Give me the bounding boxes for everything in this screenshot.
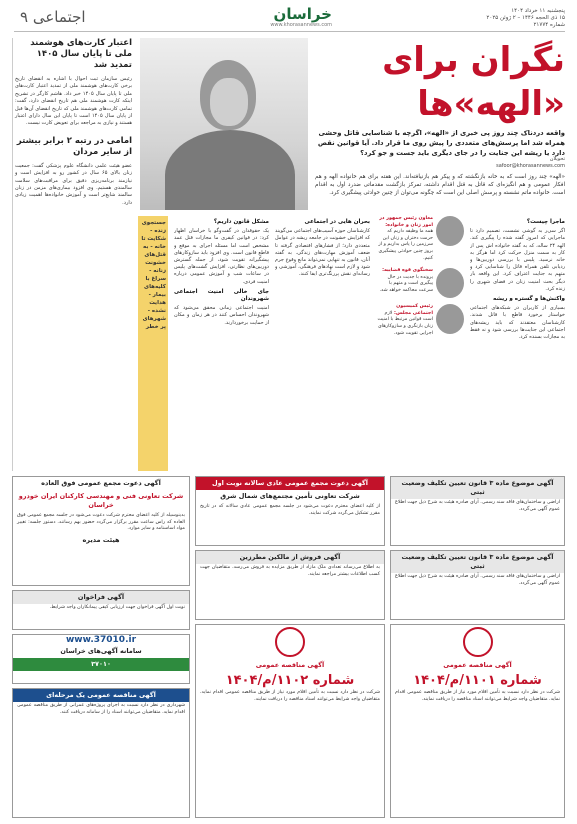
ad-general-assembly[interactable] bbox=[195, 476, 385, 546]
side-news-2 bbox=[15, 136, 132, 207]
ad-title: آگهی فراخوان bbox=[13, 591, 189, 604]
website-caption: سامانه آگهی‌های خراسان bbox=[60, 647, 142, 655]
website-url[interactable]: www.37010.ir bbox=[65, 635, 137, 645]
photo-figure-body bbox=[165, 130, 295, 210]
ad-body: اراضی و ساختمان‌های فاقد سند رسمی. آرای صادره هیئت به شرح ذیل جهت اطلاع عموم آگهی می‌گردد. bbox=[395, 500, 560, 512]
article-intro: «الهه» چند روز است که به خانه بازنگشته که و پیکر هم بازنیافته‌اند. این هفته برای هم خانواده الهه و هم افکار عمومی و هم انگیزه‌ای که قاتل به قتل اقدام داشته، تمرکز بازگشت مقدماتی ضدرد اول به اقدام است. خانواده ماتم نشسته و پرسش اصلی این است که چگونه می‌توان از چنین حوادثی پیشگیری کرد. bbox=[315, 174, 565, 196]
ad-one-stage-tender[interactable] bbox=[12, 688, 190, 818]
logo-url: www.khorasannews.com bbox=[270, 22, 332, 28]
ad-title: آگهی دعوت مجمع عمومی عادی سالانه نوبت اول bbox=[196, 477, 384, 490]
ad-title: آگهی موضوع ماده ۳ قانون تعیین تکلیف وضعیت ثبتی bbox=[391, 551, 564, 573]
quote-portrait bbox=[436, 304, 464, 334]
quote-speaker: سخنگوی قوه قضاییه: bbox=[382, 268, 433, 274]
main-article bbox=[138, 38, 565, 471]
quote-text-block bbox=[376, 216, 433, 262]
side-news-1-body: رئیس سازمان ثبت احوال با اشاره به انقضای تاریخ برخی کارت‌های هوشمند ملی از تمدید اعتبار کارت‌های ملی تا پایان سال ۱۴۰۵ خبر داد. هاشم کارگر در تشریح اینکه کارت هوشمند ملی هم تاریخ انقضای دارد، گفت: تمامی کارت‌های هوشمند ملی که تاریخ انقضای آن‌ها قبل از پایان سال ۱۴۰۵ است تا پایان این سال دارای اعتبار هستند و نیازی به مراجعه برای تعویض کارت نیست. bbox=[15, 76, 132, 127]
column-3-heading: مشکل قانون داریم؟ bbox=[213, 219, 269, 225]
ad-body: به اطلاع می‌رساند تعدادی ملک مازاد از طریق مزایده به فروش می‌رسد. متقاضیان جهت کسب اطلاعات بیشتر مراجعه نمایند. bbox=[200, 565, 380, 577]
quote-text: لازم است قوانین مرتبط با امنیت زنان بازنگری و سازوکارهای اجرایی تقویت شود. bbox=[377, 310, 433, 336]
quote-text-block bbox=[376, 268, 433, 298]
ad-body: اراضی و ساختمان‌های فاقد سند رسمی. آرای صادره هیئت به شرح ذیل جهت اطلاع عموم آگهی می‌گردد. bbox=[395, 574, 560, 586]
quotes-column bbox=[376, 216, 464, 471]
quote-item bbox=[376, 304, 464, 337]
page-number: ۹ bbox=[20, 8, 29, 26]
ad-body: از کلیه اعضای محترم دعوت می‌شود در جلسه مجمع عمومی عادی سالانه که در تاریخ مقرر تشکیل می‌گردد شرکت نمایند. bbox=[200, 504, 380, 516]
article-photo bbox=[140, 38, 308, 210]
issue-number: شماره ۲۱۷۷۴ bbox=[533, 22, 565, 28]
column-3-body-2: امنیت اجتماعی زمانی محقق می‌شود که شهروندان احساس کنند در هر زمان و مکان از حمایت برخوردارند. bbox=[174, 305, 269, 326]
ad-registration-1[interactable] bbox=[390, 476, 565, 546]
column-2-heading: بحران هایی در اجتماعی bbox=[304, 219, 370, 225]
column-1-body-2: بسیاری از کاربران در شبکه‌های اجتماعی خواستار برخورد قاطع با قاتل شدند. کارشناسان معتقدند که باید ریشه‌های اجتماعی این جنایت‌ها بررسی شود و نه فقط به مجازات بسنده کرد. bbox=[470, 305, 565, 341]
ad-title: آگهی مناقصه عمومی یک مرحله‌ای bbox=[13, 689, 189, 702]
ad-title: آگهی دعوت مجمع عمومی فوق العاده bbox=[41, 479, 161, 487]
column-1-heading-2: واکنش‌ها و گستره و ریشه bbox=[493, 296, 565, 303]
ad-body: شهرداری در نظر دارد نسبت به اجرای پروژه‌های عمرانی از طریق مناقصه عمومی اقدام نماید. متقاضیان می‌توانند اسناد را از سامانه دریافت کنند. bbox=[17, 703, 185, 715]
ad-tender-1102[interactable] bbox=[195, 624, 385, 818]
column-2-body: کارشناسان حوزه آسیب‌های اجتماعی می‌گویند که افزایش خشونت در جامعه ریشه در عوامل متعددی دارد؛ از فشارهای اقتصادی گرفته تا ضعف آموزش مهارت‌های زندگی. به گفته آنان، قانون به تنهایی نمی‌تواند مانع وقوع جرم شود و لازم است نهادهای فرهنگی، آموزشی و رسانه‌ای نقش پررنگ‌تری ایفا کنند. bbox=[275, 228, 370, 278]
ad-sale[interactable] bbox=[195, 550, 385, 620]
ad-footer: هیئت مدیره bbox=[82, 535, 120, 544]
date-info bbox=[486, 8, 565, 29]
column-1-heading: ماجرا چیست؟ bbox=[526, 219, 565, 225]
side-news-column bbox=[12, 38, 132, 471]
section-label bbox=[14, 8, 86, 26]
logo-name: خراسان bbox=[273, 5, 332, 23]
article-author bbox=[315, 156, 565, 170]
newspaper-logo[interactable] bbox=[270, 5, 332, 30]
article-column-3 bbox=[174, 216, 269, 471]
column-3-heading-2: جای خالی امنیت اجتماعی شهروندان bbox=[174, 288, 269, 303]
page-header bbox=[14, 6, 565, 32]
side-news-1-title[interactable]: اعتبار کارت‌های هوشمند ملی تا پایان سال ۱۴۰۵ تمدید شد bbox=[30, 38, 132, 70]
quote-text-block bbox=[376, 304, 433, 337]
article-column-1 bbox=[470, 216, 565, 471]
side-news-1 bbox=[15, 38, 132, 128]
ads-section bbox=[12, 476, 565, 818]
date-line-1: پنجشنبه ۱۱ خرداد ۱۴۰۴ bbox=[511, 8, 565, 14]
quote-text: پرونده با جدیت در حال پیگیری است و متهم با سرعت محاکمه خواهد شد. bbox=[379, 274, 433, 293]
ad-body: شرکت در نظر دارد نسبت به تأمین اقلام مورد نیاز از طریق مناقصه عمومی اقدام نماید. متقاضیان واجد شرایط می‌توانند اسناد مناقصه را دریافت نمایند. bbox=[395, 690, 560, 702]
ad-registration-2[interactable] bbox=[390, 550, 565, 620]
article-headline-block bbox=[315, 38, 565, 158]
article-column-2 bbox=[275, 216, 370, 471]
quote-speaker: رئیس کمیسیون اجتماعی مجلس: bbox=[394, 304, 433, 316]
ad-label: آگهی مناقصه عمومی bbox=[255, 661, 325, 669]
date-line-2: ۱۵ ذی الحجه ۱۴۴۶ – ۲ ژوئن ۲۰۲۵ bbox=[486, 15, 565, 21]
section-name: اجتماعی bbox=[32, 8, 86, 26]
website-phone: ۳۷۰۱۰ bbox=[13, 658, 189, 671]
ad-number: شماره ۱۱۰۲/م/۱۴۰۴ bbox=[225, 673, 355, 688]
ad-company: شرکت تعاونی تأمین مجتمع‌های شمال شرق bbox=[220, 492, 360, 500]
ad-tender-1101[interactable] bbox=[390, 624, 565, 818]
column-3-body: یک حقوقدان در گفت‌وگو با خراسان اظهار کرد: در قوانین کیفری ما مجازات قتل عمد مشخص است اما مسئله اجرای به موقع و قاطع قانون است. وی افزود باید سازوکارهای پیشگیرانه تقویت شود، از جمله گسترش دوربین‌های نظارتی، افزایش گشت‌های پلیس در ساعات شب و آموزش عمومی درباره امنیت فردی. bbox=[174, 228, 269, 285]
side-news-2-body: عضو هیئت علمی دانشگاه علوم پزشکی گفت: جمعیت زنان بالای ۶۵ سال در کشور رو به افزایش است و نیازمند برنامه‌ریزی دقیق برای مراقبت‌های سلامت سالمندی هستیم. وی افزود بیماری‌های مزمن در زنان سالمند شایع‌تر است و آموزش خانواده‌ها اهمیت زیادی دارد. bbox=[15, 162, 132, 206]
ad-recall[interactable] bbox=[12, 590, 190, 630]
pull-quote: جستجوی زنده - شکایت تا خانه - به قتل‌های خشونت زنانه - سراغ با کلیه‌های بیمار - هدایت نشده - شهرهای پر خطر bbox=[138, 216, 168, 471]
ad-title: آگهی فروش از مالکین مطرزين bbox=[196, 551, 384, 564]
ad-company: شرکت تعاونی فنی و مهندسی کارکنان ایران خودرو خراسان bbox=[18, 492, 184, 509]
article-lead: واقعه دردناک چند روز پی خبری از «الهه»، اگرچه با شناسایی قاتل وحشی همراه شد اما پرسش‌های متعددی را پیش روی ما قرار داد. آیا قوانین نقص دارد یا ریشه این جنایت را در جای دیگری باید جست و جو کرد؟ bbox=[317, 129, 565, 157]
quote-item bbox=[376, 268, 464, 298]
author-name: تحویلان bbox=[549, 156, 565, 162]
ad-number: شماره ۱۱۰۱/م/۱۴۰۴ bbox=[413, 673, 542, 688]
article-headline[interactable]: نگران برای «الهه»ها bbox=[382, 40, 565, 124]
ad-body: نوبت اول آگهی فراخوان جهت ارزیابی کیفی پیمانکاران واجد شرایط. bbox=[49, 605, 185, 610]
company-seal-icon bbox=[275, 627, 305, 657]
quote-speaker: معاون رئیس جمهور در امور زنان و خانواده: bbox=[379, 216, 433, 228]
author-email: safoor@khorasannews.com bbox=[496, 163, 565, 169]
side-news-2-title[interactable]: امامی در رتبه ۲ برابر بیشتر از سایر مردان bbox=[16, 135, 132, 157]
ad-extraordinary-assembly[interactable] bbox=[12, 476, 190, 586]
ad-body: شرکت در نظر دارد نسبت به تأمین اقلام مورد نیاز از طریق مناقصه عمومی اقدام نماید. متقاضیان واجد شرایط می‌توانند اسناد مناقصه را دریافت نمایند. bbox=[200, 690, 380, 702]
quote-portrait bbox=[436, 216, 464, 246]
photo-figure-face bbox=[210, 78, 248, 126]
column-1-body: اگر سی‌ر به گوشی نشست، تصمیم دارد تا ماجرایی که امروز گفته شده را پیگیری کند. الهه ۲۴ ساله، که به گفته خانواده اش پس از کار به سمت منزل حرکت کرد اما هرگز به خانه نرسید. پلیس با بررسی دوربین‌ها و ردیابی تلفن همراه قاتل را شناسایی کرد و متهم به جنایت اعتراف کرد. این واقعه بار دیگر بحث امنیت زنان در فضای شهری را زنده کرد. bbox=[470, 228, 565, 292]
quote-portrait bbox=[436, 268, 464, 298]
quote-text: همه ما وظیفه داریم که حرمت دختران و زنان این سرزمین را پاس بداریم و از بروز چنین حوادثی پیشگیری کنیم. bbox=[378, 229, 433, 261]
ad-website-banner[interactable] bbox=[12, 634, 190, 684]
company-seal-icon bbox=[463, 627, 493, 657]
ad-label: آگهی مناقصه عمومی bbox=[443, 661, 512, 669]
article-columns bbox=[138, 216, 565, 471]
ad-body: بدینوسیله از کلیه اعضای محترم شرکت دعوت می‌شود در جلسه مجمع عمومی فوق العاده که راس ساعت مقرر برگزار می‌گردد حضور بهم رسانند. دستور جلسه: تغییر مواد اساسنامه و سایر موارد. bbox=[17, 513, 185, 532]
ad-title: آگهی موضوع ماده ۳ قانون تعیین تکلیف وضعیت ثبتی bbox=[391, 477, 564, 499]
quote-item bbox=[376, 216, 464, 262]
